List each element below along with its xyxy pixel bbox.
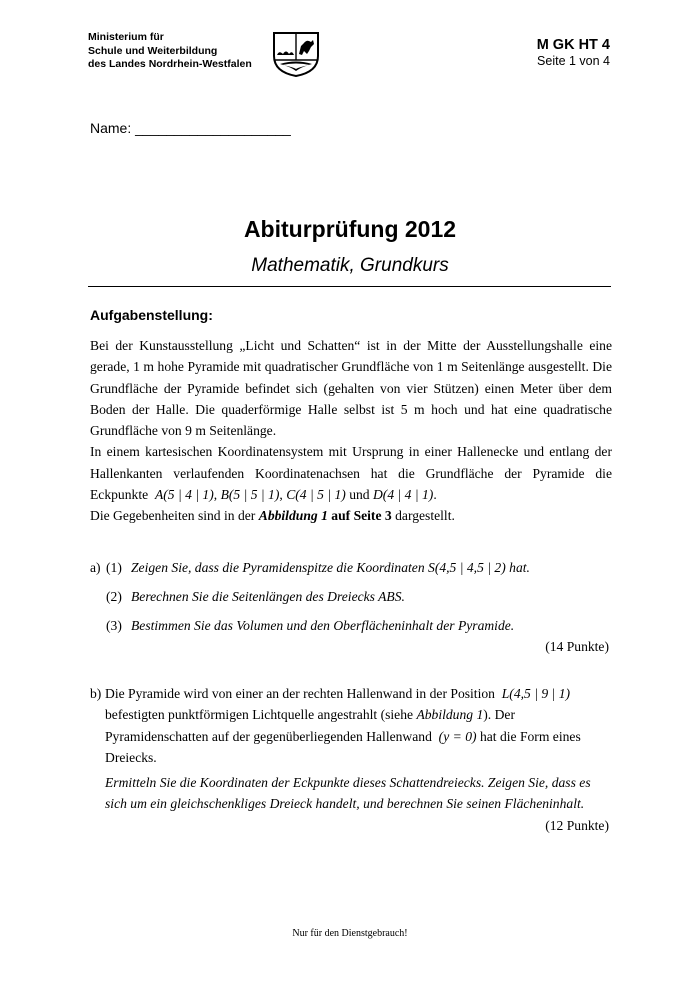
task-a-item-1-number: (1) [106,560,122,575]
task-b-description [105,683,609,768]
figure-reference-b: Abbildung 1 [416,707,484,723]
title-divider [88,286,611,287]
task-a-item-2-text: Berechnen Sie die Seitenlängen des Dreiecks ABS. [131,589,405,604]
intro-paragraph-3 [90,505,612,526]
exam-subject: Mathematik, Grundkurs [251,255,449,276]
ministry-name [88,31,252,72]
point-d: D(4 | 4 | 1) [372,487,434,503]
figure-sentence-start: Die Gegebenheiten sind in der [90,508,256,524]
task-b-text-1: Die Pyramide wird von einer an der rechten Hallenwand in der Position [105,686,495,701]
point-c: C(4 | 5 | 1) [286,487,346,503]
exam-title: Abiturprüfung 2012 [243,216,457,242]
task-b-instruction: Ermitteln Sie die Koordinaten der Eckpunkte dieses Schattendreiecks. Zeigen Sie, dass es sich um ein gleichschenkliges Dreieck handelt, und berechnen Sie seinen Flächeninhalt. [105,775,591,812]
ministry-line-2: Schule und Weiterbildung [88,44,218,57]
task-b [90,683,609,836]
figure-reference: Abbildung 1 [258,508,328,524]
task-a-item-3-text: Bestimmen Sie das Volumen und den Oberflächeninhalt der Pyramide. [131,618,515,633]
document-code-block [537,37,610,68]
document-code: M GK HT 4 [536,37,610,53]
footer-note: Nur für den Dienstgebrauch! [292,928,408,939]
apex-coordinate: S(4,5 | 4,5 | 2) [428,560,506,575]
name-field: Name: ____________________ [90,120,291,136]
point-a: A(5 | 4 | 1) [154,487,214,503]
intro-paragraph-2: In einem kartesischen Koordinatensystem mit Ursprung in einer Hallenecke und entlang der Hallenkanten verlaufenden Koordinatenachsen hat die Grundfläche der Pyramide die Eckpunkte A(5 | 4 | 1), B(5 | 5 | 1), C(4 | 5 | 1) und D(4 | 4 | 1). [90,444,612,503]
task-a-item-2-number: (2) [106,589,122,604]
task-b-text-4: hat die Form eines Dreiecks. [105,728,581,765]
task-b-points: (12 Punkte) [545,817,609,833]
task-a-points: (14 Punkte) [545,639,609,655]
task-a-item-1-end: hat. [509,560,530,575]
task-b-text-3: ). Der Pyramidenschatten auf der gegenüberliegenden Hallenwand [105,707,515,744]
task-a [90,557,609,658]
intro-paragraph-1: Bei der Kunstausstellung „Licht und Schatten“ ist in der Mitte der Ausstellungshalle eine gerade, 1 m hohe Pyramide mit quadratischer Grundfläche von 1 m Seitenlänge ausgestellt. Die Grundfläche der Pyramide befindet sich (gehalten von vier Stützen) einen Meter über dem Boden der Halle. Die quaderförmige Halle selbst ist 5 m hoch und hat eine quadratische Grundfläche von 9 m Seitenlänge. [90,338,612,439]
task-b-text-2: befestigten punktförmigen Lichtquelle angestrahlt (siehe [105,707,414,723]
intro-text: In einem kartesischen Koordinatensystem mit Ursprung in einer Hallenecke und entlang der Hallenkanten verlaufenden Koordinatenachsen hat die Grundfläche der Pyramide die Eckpunkte [90,444,612,503]
task-a-item-2 [90,586,609,615]
task-a-item-3 [90,615,609,636]
point-b: B(5 | 5 | 1) [220,487,280,503]
page-number: Seite 1 von 4 [537,54,610,68]
task-heading: Aufgabenstellung: [90,307,213,323]
task-a-item-1-text: Zeigen Sie, dass die Pyramidenspitze die Koordinaten [131,560,425,575]
wall-plane: (y = 0) [438,728,477,744]
task-intro [90,335,612,527]
nrw-coat-of-arms-icon [271,30,321,78]
ministry-line-1: Ministerium für [88,31,164,43]
task-a-label: a) [90,560,101,575]
task-a-item-1 [90,557,609,586]
light-source-position: L(4,5 | 9 | 1) [501,686,571,701]
page-reference: auf Seite 3 [331,508,392,524]
task-b-label: b) [90,686,102,701]
ministry-line-3: des Landes Nordrhein-Westfalen [88,58,252,70]
task-a-item-3-number: (3) [106,618,122,633]
figure-sentence-end: dargestellt. [395,508,455,524]
conjunction: und [349,487,370,503]
